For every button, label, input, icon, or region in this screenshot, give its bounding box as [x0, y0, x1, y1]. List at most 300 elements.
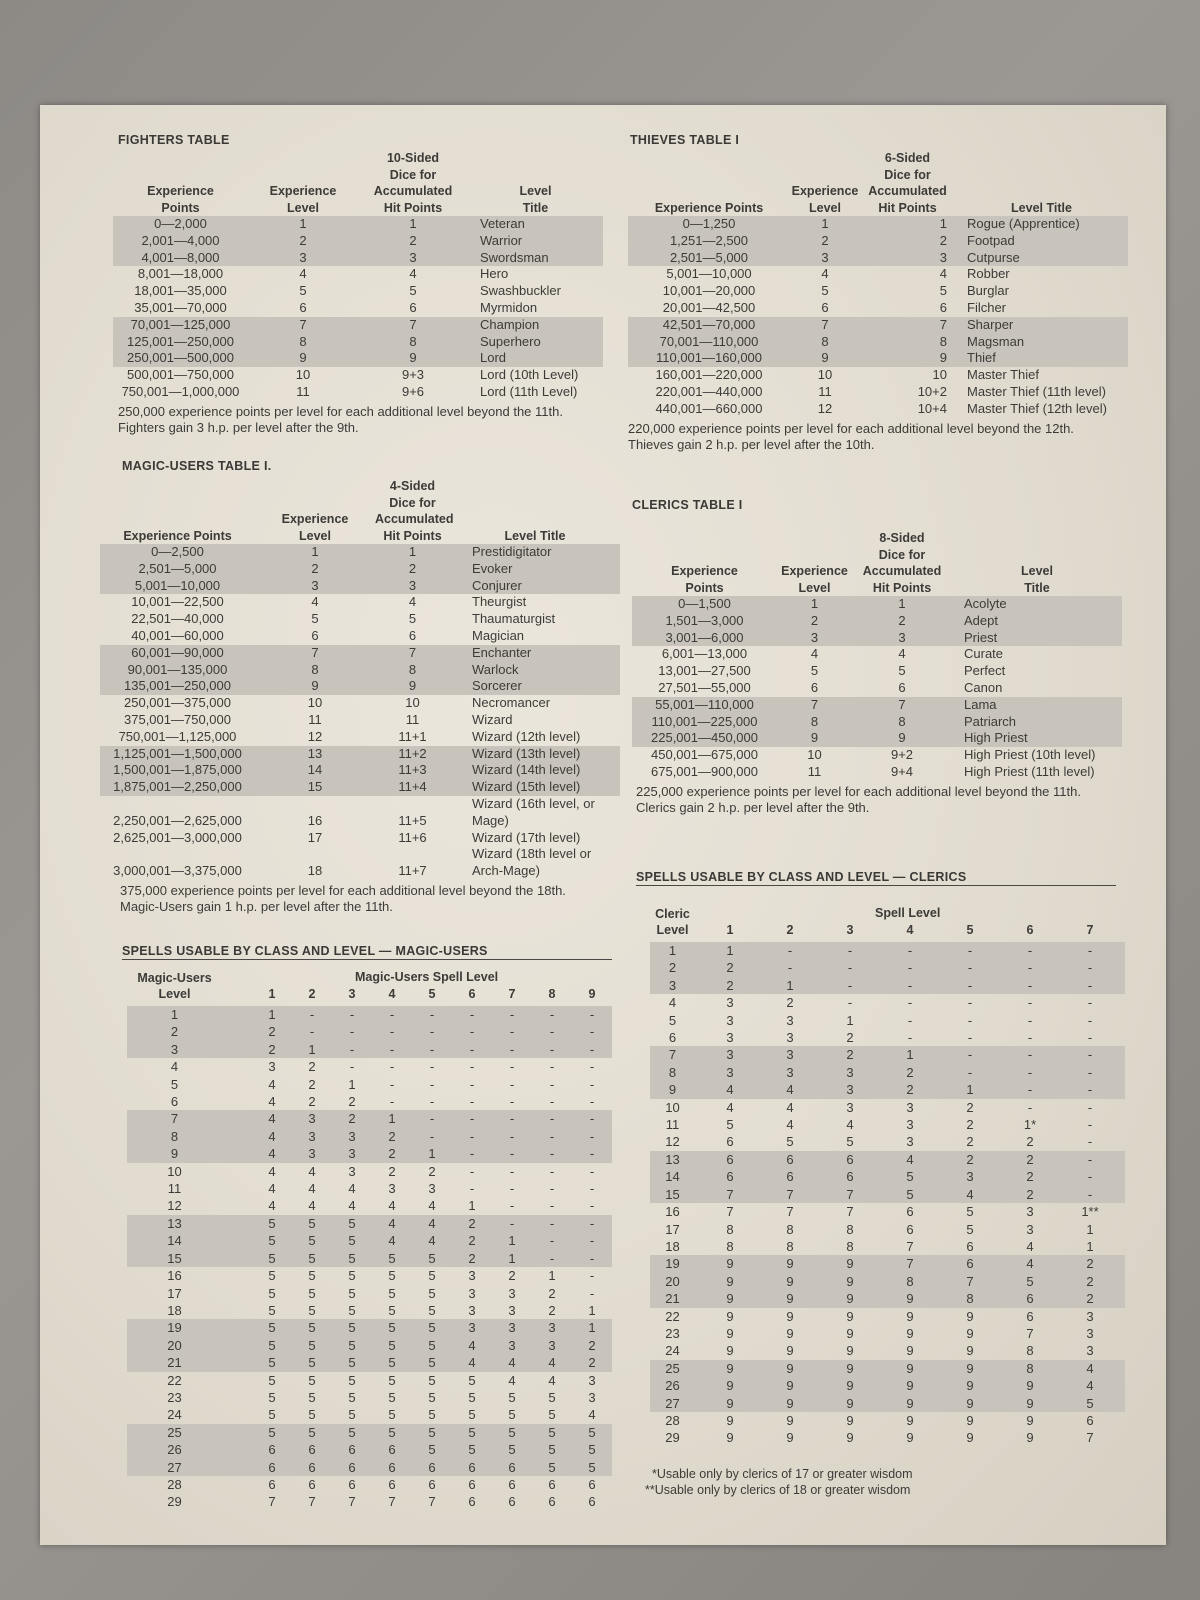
hit-dice-cell: 11+3	[398, 762, 427, 778]
class-level-cell: 4	[668, 995, 677, 1011]
hit-dice-cell: 8	[939, 333, 947, 349]
spell-count-cell: 7	[1086, 1430, 1094, 1446]
class-level-cell: 26	[665, 1378, 680, 1394]
level-title-cell: Champion	[480, 316, 540, 332]
table-row	[628, 317, 1128, 334]
table-row	[632, 663, 1122, 680]
experience-level-cell: 14	[307, 762, 323, 778]
spell-count-cell: 5	[468, 1442, 476, 1458]
spell-count-cell: 4	[846, 1117, 854, 1133]
spell-count-cell: 3	[428, 1181, 436, 1197]
spell-level-1-header: 1	[726, 923, 734, 937]
spell-count-cell: 7	[846, 1204, 854, 1220]
hit-dice-cell: 3	[898, 629, 906, 645]
spell-count-cell: 5	[268, 1337, 276, 1353]
experience-level-cell: 3	[821, 249, 829, 265]
spell-count-cell: -	[429, 1007, 435, 1022]
spell-count-cell: 6	[348, 1459, 356, 1475]
spell-count-cell: 8	[966, 1291, 974, 1307]
experience-level-cell: 2	[810, 612, 819, 628]
level-title-cell: Canon	[964, 679, 1003, 695]
hit-dice-cell: 1	[898, 596, 906, 611]
class-level-cell: 23	[665, 1325, 680, 1341]
level-title-cell: Swashbuckler	[480, 283, 561, 299]
level-title-cell: Wizard (15th level)	[472, 779, 581, 795]
spell-count-cell: 5	[508, 1424, 516, 1440]
spell-count-cell: 3	[1026, 1221, 1034, 1237]
table-row	[127, 1232, 612, 1249]
spell-count-cell: 3	[786, 1030, 794, 1046]
spell-count-cell: -	[469, 1111, 475, 1127]
experience-points-cell: 110,001—225,000	[651, 713, 758, 729]
spell-count-cell: 9	[846, 1412, 854, 1428]
experience-level-cell: 9	[821, 350, 829, 366]
table-row	[650, 1203, 1125, 1220]
table-row	[632, 680, 1122, 697]
spell-count-cell: 7	[308, 1494, 316, 1510]
hit-dice-cell: 7	[898, 696, 906, 712]
spell-count-cell: 2	[966, 1151, 974, 1167]
spell-count-cell: -	[847, 977, 853, 993]
class-level-cell: 12	[167, 1198, 182, 1214]
spell-count-cell: -	[549, 1094, 555, 1110]
spell-count-cell: 9	[906, 1291, 914, 1307]
class-level-cell: 26	[167, 1442, 182, 1458]
spell-count-cell: 6	[726, 1151, 734, 1167]
table-row	[650, 1116, 1125, 1133]
spell-count-cell: 7	[388, 1494, 396, 1510]
table-row	[100, 645, 620, 662]
spell-count-cell: 3	[906, 1099, 914, 1115]
class-level-cell: 13	[665, 1151, 680, 1167]
experience-level-cell: 4	[299, 266, 307, 282]
spell-count-cell: 6	[846, 1151, 854, 1167]
spell-count-cell: 6	[268, 1442, 276, 1458]
spell-count-cell: 5	[348, 1389, 356, 1405]
table-row	[650, 1029, 1125, 1046]
hit-dice-cell: 11	[405, 711, 420, 727]
class-level-cell: 7	[170, 1111, 179, 1127]
spell-count-cell: 4	[1026, 1238, 1034, 1254]
spell-count-cell: -	[907, 1012, 913, 1028]
class-level-cell: 24	[167, 1407, 182, 1423]
spell-count-cell: 1	[308, 1041, 316, 1057]
spell-count-cell: 3	[786, 1012, 794, 1028]
experience-points-cell: 1,251—2,500	[669, 232, 749, 248]
experience-points-cell: 2,501—5,000	[138, 560, 217, 576]
class-level-cell: 10	[665, 1099, 680, 1115]
spell-count-cell: 5	[468, 1424, 476, 1440]
class-level-cell: 22	[167, 1372, 182, 1388]
class-level-cell: 21	[167, 1355, 182, 1371]
magic-users-table	[100, 478, 620, 880]
spell-level-2-header: 2	[308, 987, 316, 1001]
table-row	[650, 1064, 1125, 1081]
spell-count-cell: 4	[268, 1111, 276, 1127]
spell-count-cell: -	[549, 1250, 555, 1266]
level-title-cell: Wizard (16th level, or Mage)	[472, 795, 595, 828]
spell-count-cell: 4	[726, 1082, 734, 1098]
experience-level-cell: 2	[821, 232, 829, 248]
spell-count-cell: 5	[428, 1442, 436, 1458]
class-level-cell: 13	[167, 1215, 182, 1231]
spell-count-cell: 5	[308, 1337, 316, 1353]
table-row	[650, 977, 1125, 994]
spell-count-cell: 5	[308, 1389, 316, 1405]
experience-level-cell: 8	[311, 661, 319, 677]
spell-count-cell: 9	[966, 1378, 974, 1394]
spell-count-cell: 5	[388, 1372, 396, 1388]
experience-level-header: Experience Level	[781, 564, 848, 595]
hit-dice-cell: 10+4	[917, 400, 947, 416]
spell-count-cell: 3	[548, 1337, 556, 1353]
table-row	[632, 646, 1122, 663]
spell-count-cell: 5	[966, 1221, 974, 1237]
spell-count-cell: -	[469, 1163, 475, 1179]
spell-count-cell: -	[509, 1181, 515, 1197]
spell-count-cell: 6	[1086, 1412, 1094, 1428]
spell-count-cell: -	[509, 1094, 515, 1110]
spell-count-cell: -	[1087, 1012, 1093, 1028]
spell-count-cell: 5	[548, 1442, 556, 1458]
table-row	[632, 630, 1122, 647]
spell-count-cell: 5	[348, 1337, 356, 1353]
spell-count-cell: -	[1027, 1047, 1033, 1063]
table-row	[113, 233, 603, 250]
hit-dice-cell: 5	[939, 283, 947, 299]
spell-count-cell: 3	[468, 1285, 476, 1301]
level-title-cell: Lord	[480, 350, 507, 366]
spell-count-cell: 7	[348, 1494, 356, 1510]
spell-count-cell: 6	[508, 1476, 516, 1492]
table-header	[113, 150, 603, 216]
spell-count-cell: 5	[846, 1134, 854, 1150]
spell-count-cell: -	[509, 1059, 515, 1075]
spell-count-cell: -	[589, 1146, 595, 1162]
spell-count-cell: 4	[268, 1163, 276, 1179]
table-row	[632, 596, 1122, 613]
class-level-cell: 25	[167, 1424, 182, 1440]
spell-count-cell: 6	[388, 1476, 396, 1492]
hit-dice-cell: 4	[939, 266, 947, 282]
spell-count-cell: -	[549, 1076, 555, 1092]
spell-count-cell: 3	[348, 1128, 356, 1144]
spell-count-cell: 9	[786, 1395, 794, 1411]
experience-points-cell: 0—1,500	[678, 596, 731, 611]
spell-count-cell: 3	[308, 1146, 316, 1162]
spell-count-cell: -	[549, 1181, 555, 1197]
spell-count-cell: -	[967, 1064, 973, 1080]
table-row	[100, 746, 620, 763]
experience-points-header: Experience Points	[671, 564, 738, 595]
table-row	[628, 384, 1128, 401]
spell-count-cell: 5	[508, 1442, 516, 1458]
spell-count-cell: -	[509, 1198, 515, 1214]
spell-count-cell: -	[907, 960, 913, 976]
class-level-cell: 7	[668, 1047, 677, 1063]
spell-count-cell: 9	[1026, 1412, 1034, 1428]
level-title-cell: Theurgist	[472, 594, 527, 610]
spell-count-cell: -	[509, 1163, 515, 1179]
spell-count-cell: -	[309, 1007, 315, 1022]
level-title-cell: Magician	[472, 627, 525, 643]
class-level-cell: 19	[665, 1256, 680, 1272]
spell-count-cell: -	[509, 1128, 515, 1144]
fighters-table-title: FIGHTERS TABLE	[118, 133, 230, 147]
hit-dice-cell: 6	[898, 679, 906, 695]
experience-points-cell: 135,001—250,000	[124, 678, 231, 694]
spell-count-cell: 4	[388, 1215, 396, 1231]
spell-count-cell: 5	[308, 1355, 316, 1371]
table-row	[628, 250, 1128, 267]
spell-level-3-header: 3	[348, 987, 356, 1001]
spell-count-cell: 9	[846, 1378, 854, 1394]
experience-points-cell: 1,125,001—1,500,000	[113, 745, 242, 761]
clerics-section	[632, 530, 1122, 816]
spell-count-cell: 5	[348, 1355, 356, 1371]
hit-dice-cell: 10+2	[917, 383, 947, 399]
spell-count-cell: 5	[348, 1407, 356, 1423]
spell-count-cell: 5	[508, 1389, 516, 1405]
spell-count-cell: 9	[786, 1273, 794, 1289]
experience-level-cell: 1	[821, 216, 829, 231]
experience-points-cell: 70,001—125,000	[130, 316, 231, 332]
spell-count-cell: 5	[268, 1407, 276, 1423]
experience-level-cell: 5	[810, 663, 819, 679]
spell-count-cell: 5	[726, 1117, 734, 1133]
experience-points-cell: 250,001—375,000	[124, 695, 231, 711]
spell-count-cell: 3	[726, 1012, 734, 1028]
level-title-cell: Acolyte	[964, 596, 1007, 611]
spell-count-cell: -	[549, 1163, 555, 1179]
spell-count-cell: 6	[308, 1476, 316, 1492]
spell-count-cell: 5	[388, 1268, 396, 1284]
spell-count-cell: 1	[966, 1082, 974, 1098]
spell-count-cell: 9	[726, 1256, 734, 1272]
spell-count-cell: 4	[1026, 1256, 1034, 1272]
clerics-note-hp: Clerics gain 2 h.p. per level after the 9th.	[636, 799, 870, 815]
table-row	[650, 994, 1125, 1011]
experience-level-cell: 13	[307, 745, 323, 761]
level-title-cell: Evoker	[472, 560, 513, 576]
spell-count-cell: -	[549, 1215, 555, 1231]
spell-count-cell: 5	[428, 1250, 436, 1266]
class-level-cell: 18	[167, 1302, 182, 1318]
spell-count-cell: 8	[786, 1238, 794, 1254]
spell-count-cell: -	[469, 1059, 475, 1075]
level-title-cell: Lama	[964, 696, 997, 712]
table-row	[113, 266, 603, 283]
table-row	[650, 1255, 1125, 1272]
class-level-cell: 14	[167, 1233, 182, 1249]
spell-count-cell: -	[549, 1128, 555, 1144]
experience-points-cell: 1,875,001—2,250,000	[113, 779, 242, 795]
spell-count-cell: 1	[388, 1111, 396, 1127]
class-level-cell: 4	[170, 1059, 179, 1075]
table-row	[127, 1041, 612, 1058]
table-row	[113, 300, 603, 317]
hit-dice-cell: 11+6	[398, 829, 427, 845]
table-row	[650, 1151, 1125, 1168]
spell-count-cell: 5	[428, 1320, 436, 1336]
hit-dice-cell: 3	[939, 249, 947, 265]
spell-count-cell: 5	[906, 1186, 914, 1202]
experience-points-cell: 450,001—675,000	[651, 747, 758, 763]
experience-points-cell: 3,001—6,000	[665, 629, 744, 645]
experience-level-cell: 10	[817, 367, 833, 383]
hit-dice-cell: 6	[939, 299, 947, 315]
table-row	[100, 779, 620, 796]
spell-count-cell: 3	[508, 1320, 516, 1336]
spell-count-cell: -	[847, 995, 853, 1011]
table-row	[650, 1186, 1125, 1203]
spell-count-cell: 4	[428, 1215, 436, 1231]
spell-count-cell: -	[1087, 1169, 1093, 1185]
spell-count-cell: -	[589, 1111, 595, 1127]
hit-dice-cell: 2	[939, 232, 947, 248]
spell-count-cell: 6	[786, 1151, 794, 1167]
level-title-cell: Rogue (Apprentice)	[967, 216, 1080, 231]
table-row	[127, 1459, 612, 1476]
spell-count-cell: -	[389, 1024, 395, 1040]
experience-level-cell: 5	[821, 283, 829, 299]
spell-count-cell: 6	[1026, 1291, 1034, 1307]
spell-count-cell: 5	[428, 1285, 436, 1301]
experience-level-cell: 10	[307, 695, 323, 711]
spell-count-cell: 9	[966, 1430, 974, 1446]
spell-count-cell: 2	[1086, 1256, 1094, 1272]
fighters-note-hp: Fighters gain 3 h.p. per level after the 9th.	[118, 419, 359, 435]
spell-count-cell: 9	[726, 1360, 734, 1376]
spell-count-cell: 2	[726, 960, 734, 976]
magic-users-spells-title: SPELLS USABLE BY CLASS AND LEVEL — MAGIC-USERS	[122, 944, 612, 960]
level-title-cell: Patriarch	[964, 713, 1017, 729]
spell-count-cell: 5	[308, 1407, 316, 1423]
spell-count-cell: 7	[786, 1186, 794, 1202]
spell-count-cell: 5	[1026, 1273, 1034, 1289]
spell-count-cell: -	[967, 977, 973, 993]
spell-count-cell: 2	[548, 1285, 556, 1301]
spell-count-cell: -	[549, 1041, 555, 1057]
spell-count-cell: 5	[588, 1424, 596, 1440]
spell-count-cell: 4	[348, 1198, 356, 1214]
table-row	[100, 796, 620, 830]
experience-points-cell: 500,001—750,000	[127, 367, 234, 383]
spell-count-cell: 2	[388, 1146, 396, 1162]
spell-count-cell: 2	[588, 1355, 596, 1371]
class-level-cell: 9	[170, 1146, 179, 1162]
thieves-note-additional: 220,000 experience points per level for each additional level beyond the 12th.	[628, 420, 1074, 436]
spell-count-cell: 2	[846, 1030, 854, 1046]
hit-dice-cell: 1	[408, 544, 417, 559]
level-title-cell: Swordsman	[480, 249, 549, 265]
experience-level-cell: 3	[311, 577, 319, 593]
spell-count-cell: -	[1027, 943, 1033, 958]
spell-count-cell: 6	[906, 1221, 914, 1237]
experience-level-cell: 11	[807, 763, 822, 779]
spell-count-cell: 5	[348, 1372, 356, 1388]
spell-count-cell: -	[349, 1059, 355, 1075]
spell-count-cell: 6	[308, 1442, 316, 1458]
level-title-cell: Warrior	[480, 232, 523, 248]
experience-points-header: Experience Points	[123, 528, 232, 543]
spell-count-cell: 6	[906, 1204, 914, 1220]
spell-count-cell: 3	[1086, 1325, 1094, 1341]
spell-count-cell: -	[1027, 1030, 1033, 1046]
spell-count-cell: 4	[468, 1337, 476, 1353]
hit-dice-cell: 6	[408, 627, 417, 643]
table-row	[650, 1308, 1125, 1325]
level-title-cell: Enchanter	[472, 644, 532, 660]
spell-count-cell: 5	[428, 1302, 436, 1318]
spell-count-cell: 4	[388, 1198, 396, 1214]
spell-count-cell: -	[1087, 995, 1093, 1011]
spell-level-4-header: 4	[388, 987, 396, 1001]
spell-count-cell: 7	[966, 1273, 974, 1289]
table-row	[650, 1168, 1125, 1185]
spell-count-cell: 2	[846, 1047, 854, 1063]
spell-count-cell: -	[1027, 995, 1033, 1011]
spell-count-cell: 8	[726, 1238, 734, 1254]
class-level-cell: 28	[167, 1476, 182, 1492]
spell-count-cell: 6	[966, 1238, 974, 1254]
spell-count-cell: -	[389, 1094, 395, 1110]
level-title-cell: Priest	[964, 629, 998, 645]
experience-level-cell: 7	[821, 316, 829, 332]
level-title-cell: Sorcerer	[472, 678, 522, 694]
level-title-cell: Wizard (12th level)	[472, 728, 581, 744]
class-level-cell: 1	[668, 943, 677, 958]
experience-points-cell: 1,501—3,000	[665, 612, 744, 628]
spell-count-cell: 9	[906, 1308, 914, 1324]
spell-count-cell: 5	[348, 1250, 356, 1266]
table-row	[127, 1319, 612, 1336]
table-row	[127, 1076, 612, 1093]
spell-count-cell: -	[1087, 1186, 1093, 1202]
level-title-cell: Master Thief (12th level)	[967, 400, 1107, 416]
hit-dice-header: 8-Sided Dice for Accumulated Hit Points	[862, 531, 942, 595]
spell-count-cell: -	[309, 1024, 315, 1040]
table-row	[113, 367, 603, 384]
experience-level-cell: 16	[307, 812, 323, 828]
spell-count-cell: -	[469, 1094, 475, 1110]
spell-level-7-header: 7	[1086, 923, 1094, 937]
table-row	[628, 350, 1128, 367]
experience-level-cell: 10	[295, 367, 311, 383]
table-row	[127, 1372, 612, 1389]
spell-count-cell: 3	[906, 1134, 914, 1150]
spell-count-cell: 6	[1026, 1308, 1034, 1324]
spell-count-cell: -	[429, 1076, 435, 1092]
table-row	[127, 1424, 612, 1441]
spell-count-cell: 5	[308, 1233, 316, 1249]
experience-level-cell: 6	[810, 679, 819, 695]
spell-count-cell: 8	[1026, 1360, 1034, 1376]
spell-count-cell: 4	[428, 1198, 436, 1214]
experience-points-cell: 2,501—5,000	[669, 249, 749, 265]
spell-count-cell: -	[589, 1128, 595, 1144]
table-row	[127, 1145, 612, 1162]
class-level-cell: 19	[167, 1320, 182, 1336]
level-title-cell: Wizard (14th level)	[472, 762, 581, 778]
spell-count-cell: 3	[468, 1268, 476, 1284]
spell-count-cell: 5	[428, 1268, 436, 1284]
class-level-cell: 20	[665, 1273, 680, 1289]
experience-points-cell: 750,001—1,125,000	[118, 728, 237, 744]
spell-count-cell: 5	[1086, 1395, 1094, 1411]
spell-count-cell: 3	[268, 1059, 276, 1075]
spell-count-cell: 1	[588, 1302, 596, 1318]
